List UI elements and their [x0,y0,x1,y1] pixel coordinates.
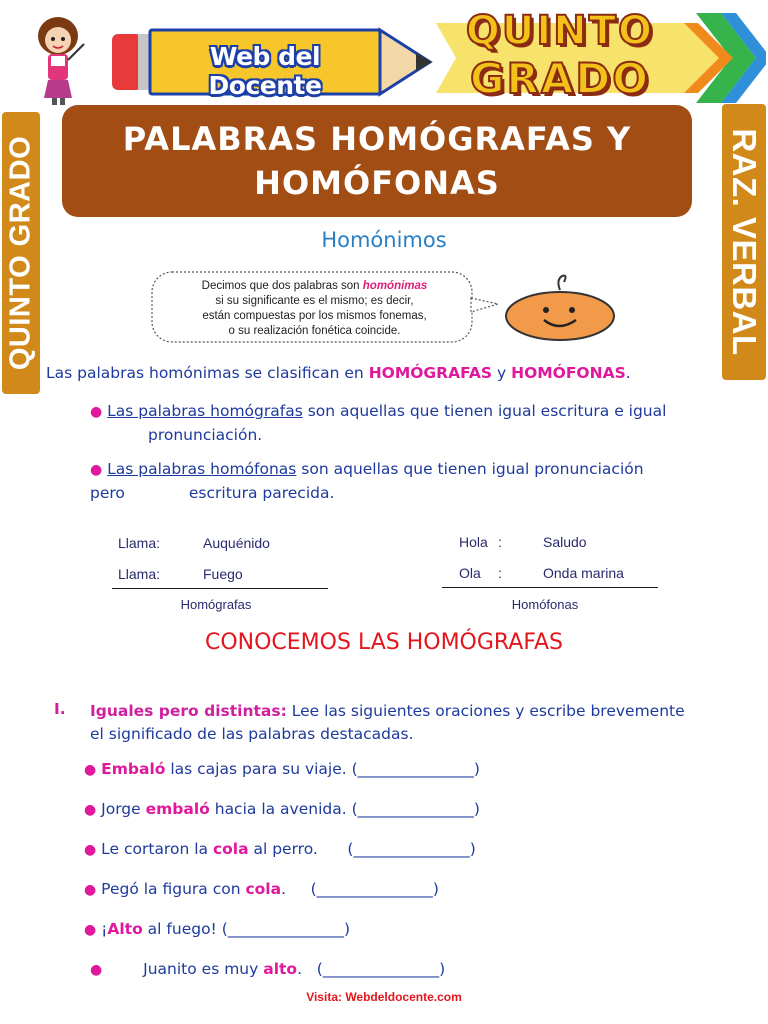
exercise-sentence [84,920,350,938]
bullet-icon: ● [90,462,103,478]
example-caption-homografas: Homógrafas [180,597,252,612]
sentence-answer-blank[interactable]: . (_______________) [281,880,439,898]
bullet-icon: ● [84,762,97,778]
side-tab-grade [2,112,40,394]
intro-text: Las palabras homónimas se clasifican en [46,364,369,382]
sentence-text: Juanito es muy [143,960,264,978]
bullet-icon: ● [84,842,97,858]
example-word: Llama: [118,566,161,582]
example-caption-homofonas: Homófonas [511,597,579,612]
sentence-text: Jorge [101,800,146,818]
sentence-answer-blank[interactable]: hacia la avenida. (_______________) [209,800,480,818]
bullet-icon: ● [84,802,97,818]
sentence-keyword: cola [245,880,282,898]
bullet-icon: ● [84,882,97,898]
sentence-answer-blank[interactable]: al fuego! (_______________) [142,920,351,938]
definition-homografas-text-cont: pronunciación. [148,426,263,444]
definition-homofonas-text-end: escritura parecida. [188,484,335,502]
activity-instructions [90,700,722,746]
intro-keyword-homofonas: HOMÓFONAS [511,364,626,382]
exercise-sentence [84,760,480,778]
intro-keyword-homografas: HOMÓGRAFAS [368,364,493,382]
definition-homografas-text: son aquellas que tienen igual escritura e igual [302,402,667,420]
example-word: Llama: [118,535,161,551]
example-meaning: Auquénido [203,535,270,551]
example-meaning: Saludo [543,534,587,550]
page-title [62,105,692,217]
brand-name: Web del Docente [208,42,322,100]
page-title-line1: PALABRAS HOMÓGRAFAS Y [122,120,632,158]
term-homografas: Las palabras homógrafas [107,402,303,420]
example-separator: : [498,534,502,550]
sentence-keyword: alto [263,960,298,978]
definition-homofonas-text-cont: pero [90,484,125,502]
bullet-icon: ● [90,404,103,420]
exercise-sentence [84,840,476,858]
activity-text: Lee las siguientes oraciones y escribe brevemente [286,702,685,720]
definition-line3: están compuestas por los mismos fonemas, [202,310,427,322]
bullet-icon: ● [90,962,103,978]
footer-link[interactable]: Visita: Webdeldocente.com [306,990,462,1004]
sentence-answer-blank[interactable]: las cajas para su viaje. (_______________) [165,760,480,778]
sentence-answer-blank[interactable]: . (_______________) [297,960,446,978]
definition-line4: o su realización fonética coincide. [228,325,401,337]
sentence-answer-blank[interactable]: al perro. (_______________) [248,840,476,858]
example-meaning: Fuego [203,566,243,582]
sentence-text: ¡ [101,920,108,938]
definition-homofonas-text: son aquellas que tienen igual pronunciación [296,460,644,478]
bullet-icon: ● [84,922,97,938]
activity-text-cont: el significado de las palabras destacadas. [90,725,414,743]
smiling-character-icon [500,272,620,344]
exercise-sentence [90,960,445,978]
teacher-illustration [28,14,88,106]
sentence-keyword: embaló [145,800,210,818]
activity-title: Iguales pero distintas: [90,702,287,720]
definition-line1: Decimos que dos palabras son [201,280,363,292]
definition-line2: si su significante es el mismo; es decir, [215,295,414,307]
section-heading: CONOCEMOS LAS HOMÓGRAFAS [204,630,564,655]
page-title-line2: HOMÓFONAS [254,164,500,202]
grade-title-line1: QUINTO [465,8,655,54]
divider [112,588,328,589]
definition-keyword: homónimas [362,280,428,292]
activity-number: I. [54,700,66,718]
exercise-sentence [84,800,480,818]
intro-paragraph [46,364,726,382]
sentence-keyword: Embaló [101,760,166,778]
intro-connector: y [492,364,512,382]
grade-title-line2: GRADO [470,54,650,103]
definition-text [162,279,467,339]
sentence-keyword: cola [212,840,249,858]
divider [442,587,658,588]
example-meaning: Onda marina [543,565,624,581]
sentence-text: Le cortaron la [101,840,213,858]
intro-period: . [625,364,631,382]
sentence-text: Pegó la figura con [101,880,246,898]
section-subtitle: Homónimos [321,228,447,252]
definition-homografas [90,400,722,447]
example-separator: : [498,565,502,581]
term-homofonas: Las palabras homófonas [107,460,297,478]
example-word: Hola [459,534,488,550]
sentence-keyword: Alto [107,920,143,938]
side-tab-subject-label: RAZ. VERBAL [726,128,763,356]
definition-homofonas [90,458,722,505]
side-tab-grade-label: QUINTO GRADO [4,135,37,371]
example-word: Ola [459,565,481,581]
exercise-sentence [84,880,439,898]
